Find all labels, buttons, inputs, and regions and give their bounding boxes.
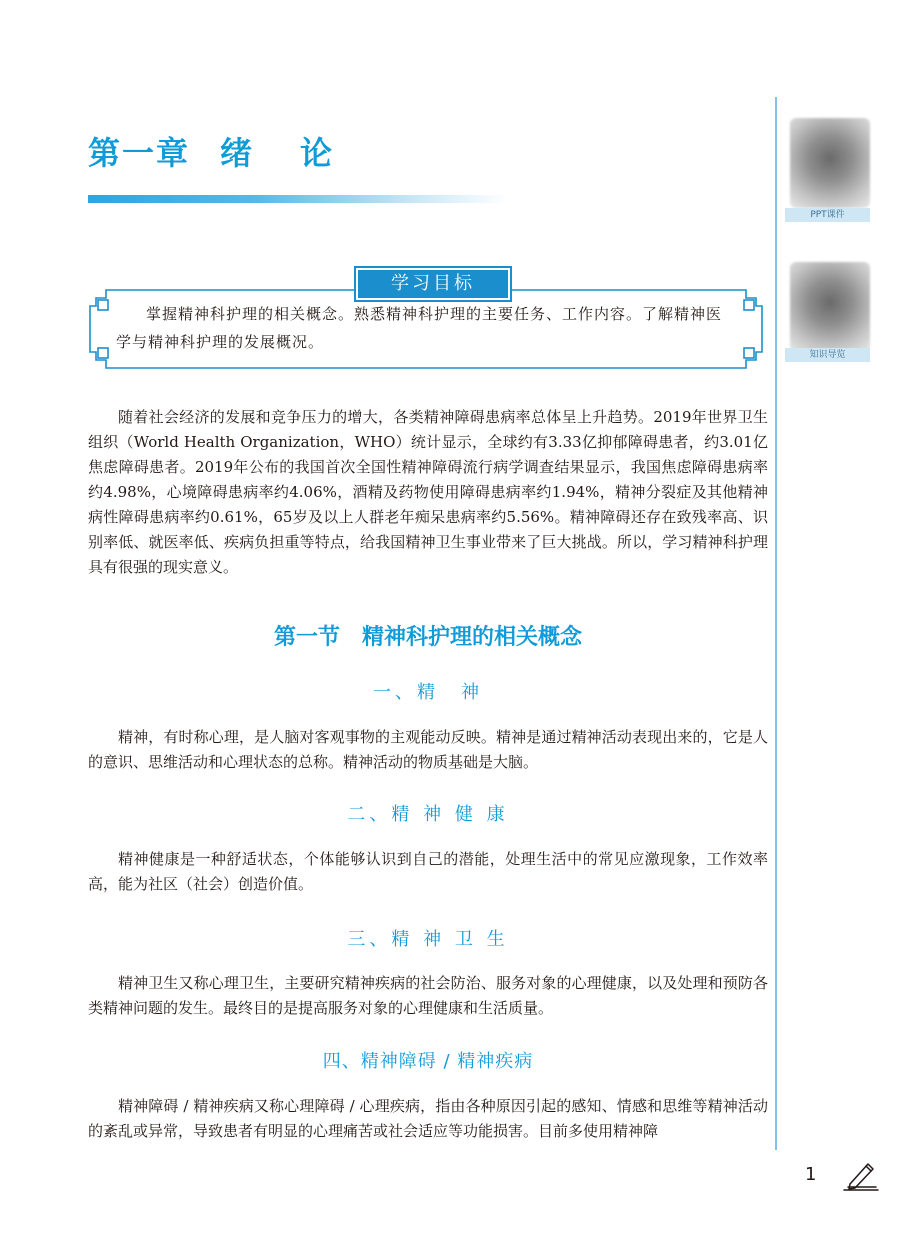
- learning-goals-text: 掌握精神科护理的相关概念。熟悉精神科护理的主要任务、工作内容。了解精神医学与精神科护理的发展概况。: [116, 305, 723, 351]
- subsection-paragraph: 精神卫生又称心理卫生，主要研究精神疾病的社会防治、服务对象的心理健康，以及处理和预防各类精神问题的发生。最终目的是提高服务对象的心理健康和生活质量。: [88, 974, 768, 1017]
- margin-divider: [775, 97, 777, 1150]
- chapter-title-char2: 论: [300, 134, 335, 172]
- subsection-paragraph: 精神健康是一种舒适状态，个体能够认识到自己的潜能，处理生活中的常见应激现象，工作效率高，能为社区（社会）创造价值。: [88, 850, 768, 893]
- title-underline-bar: [88, 195, 508, 203]
- page-number: 1: [805, 1164, 817, 1185]
- subsection-title: 四、精神障碍 / 精神疾病: [322, 1051, 534, 1072]
- subsection-title: 三、精 神 卫 生: [347, 929, 509, 950]
- subsection-title: 二、精 神 健 康: [347, 804, 509, 825]
- chapter-title: [88, 128, 334, 174]
- chapter-title-prefix: 第一章: [88, 134, 191, 172]
- sidebar-item-ppt[interactable]: PPT课件: [785, 208, 870, 222]
- intro-paragraph: 随着社会经济的发展和竞争压力的增大，各类精神障碍患病率总体呈上升趋势。2019年世界卫生组织（World Health Organization，WHO）统计显示，全球约有3.33亿抑郁障碍患者，约3.01亿焦虑障碍患者。2019年公布的我国首次全国性精神障碍流行病学调查结果显示，我国焦虑障碍患病率约4.98%，心境障碍患病率约4.06%，酒精及药物使用障碍患病率约1.94%，精神分裂症及其他精神病性障碍患病率约0.61%，65岁及以上人群老年痴呆患病率约5.56%。精神障碍还存在致残率高、识别率低、就医率低、疾病负担重等特点，给我国精神卫生事业带来了巨大挑战。所以，学习精神科护理具有很强的现实意义。: [88, 408, 768, 576]
- subsection-title: 一、精 神: [373, 682, 483, 703]
- learning-goals-tab: 学习目标: [356, 268, 510, 300]
- pen-icon: [840, 1158, 880, 1192]
- qr-code-icon[interactable]: [790, 118, 870, 208]
- qr-code-icon[interactable]: [790, 262, 870, 352]
- learning-goals-box: [88, 273, 764, 370]
- chapter-title-char1: 绪: [220, 134, 255, 172]
- subsection-paragraph: 精神，有时称心理，是人脑对客观事物的主观能动反映。精神是通过精神活动表现出来的，它是人的意识、思维活动和心理状态的总称。精神活动的物质基础是大脑。: [88, 728, 768, 771]
- section-title: 第一节 精神科护理的相关概念: [273, 625, 582, 650]
- subsection-paragraph: 精神障碍 / 精神疾病又称心理障碍 / 心理疾病，指由各种原因引起的感知、情感和思维等精神活动的紊乱或异常，导致患者有明显的心理痛苦或社会适应等功能损害。目前多使用精神障: [88, 1097, 768, 1140]
- sidebar-item-overview[interactable]: 知识导览: [785, 348, 870, 362]
